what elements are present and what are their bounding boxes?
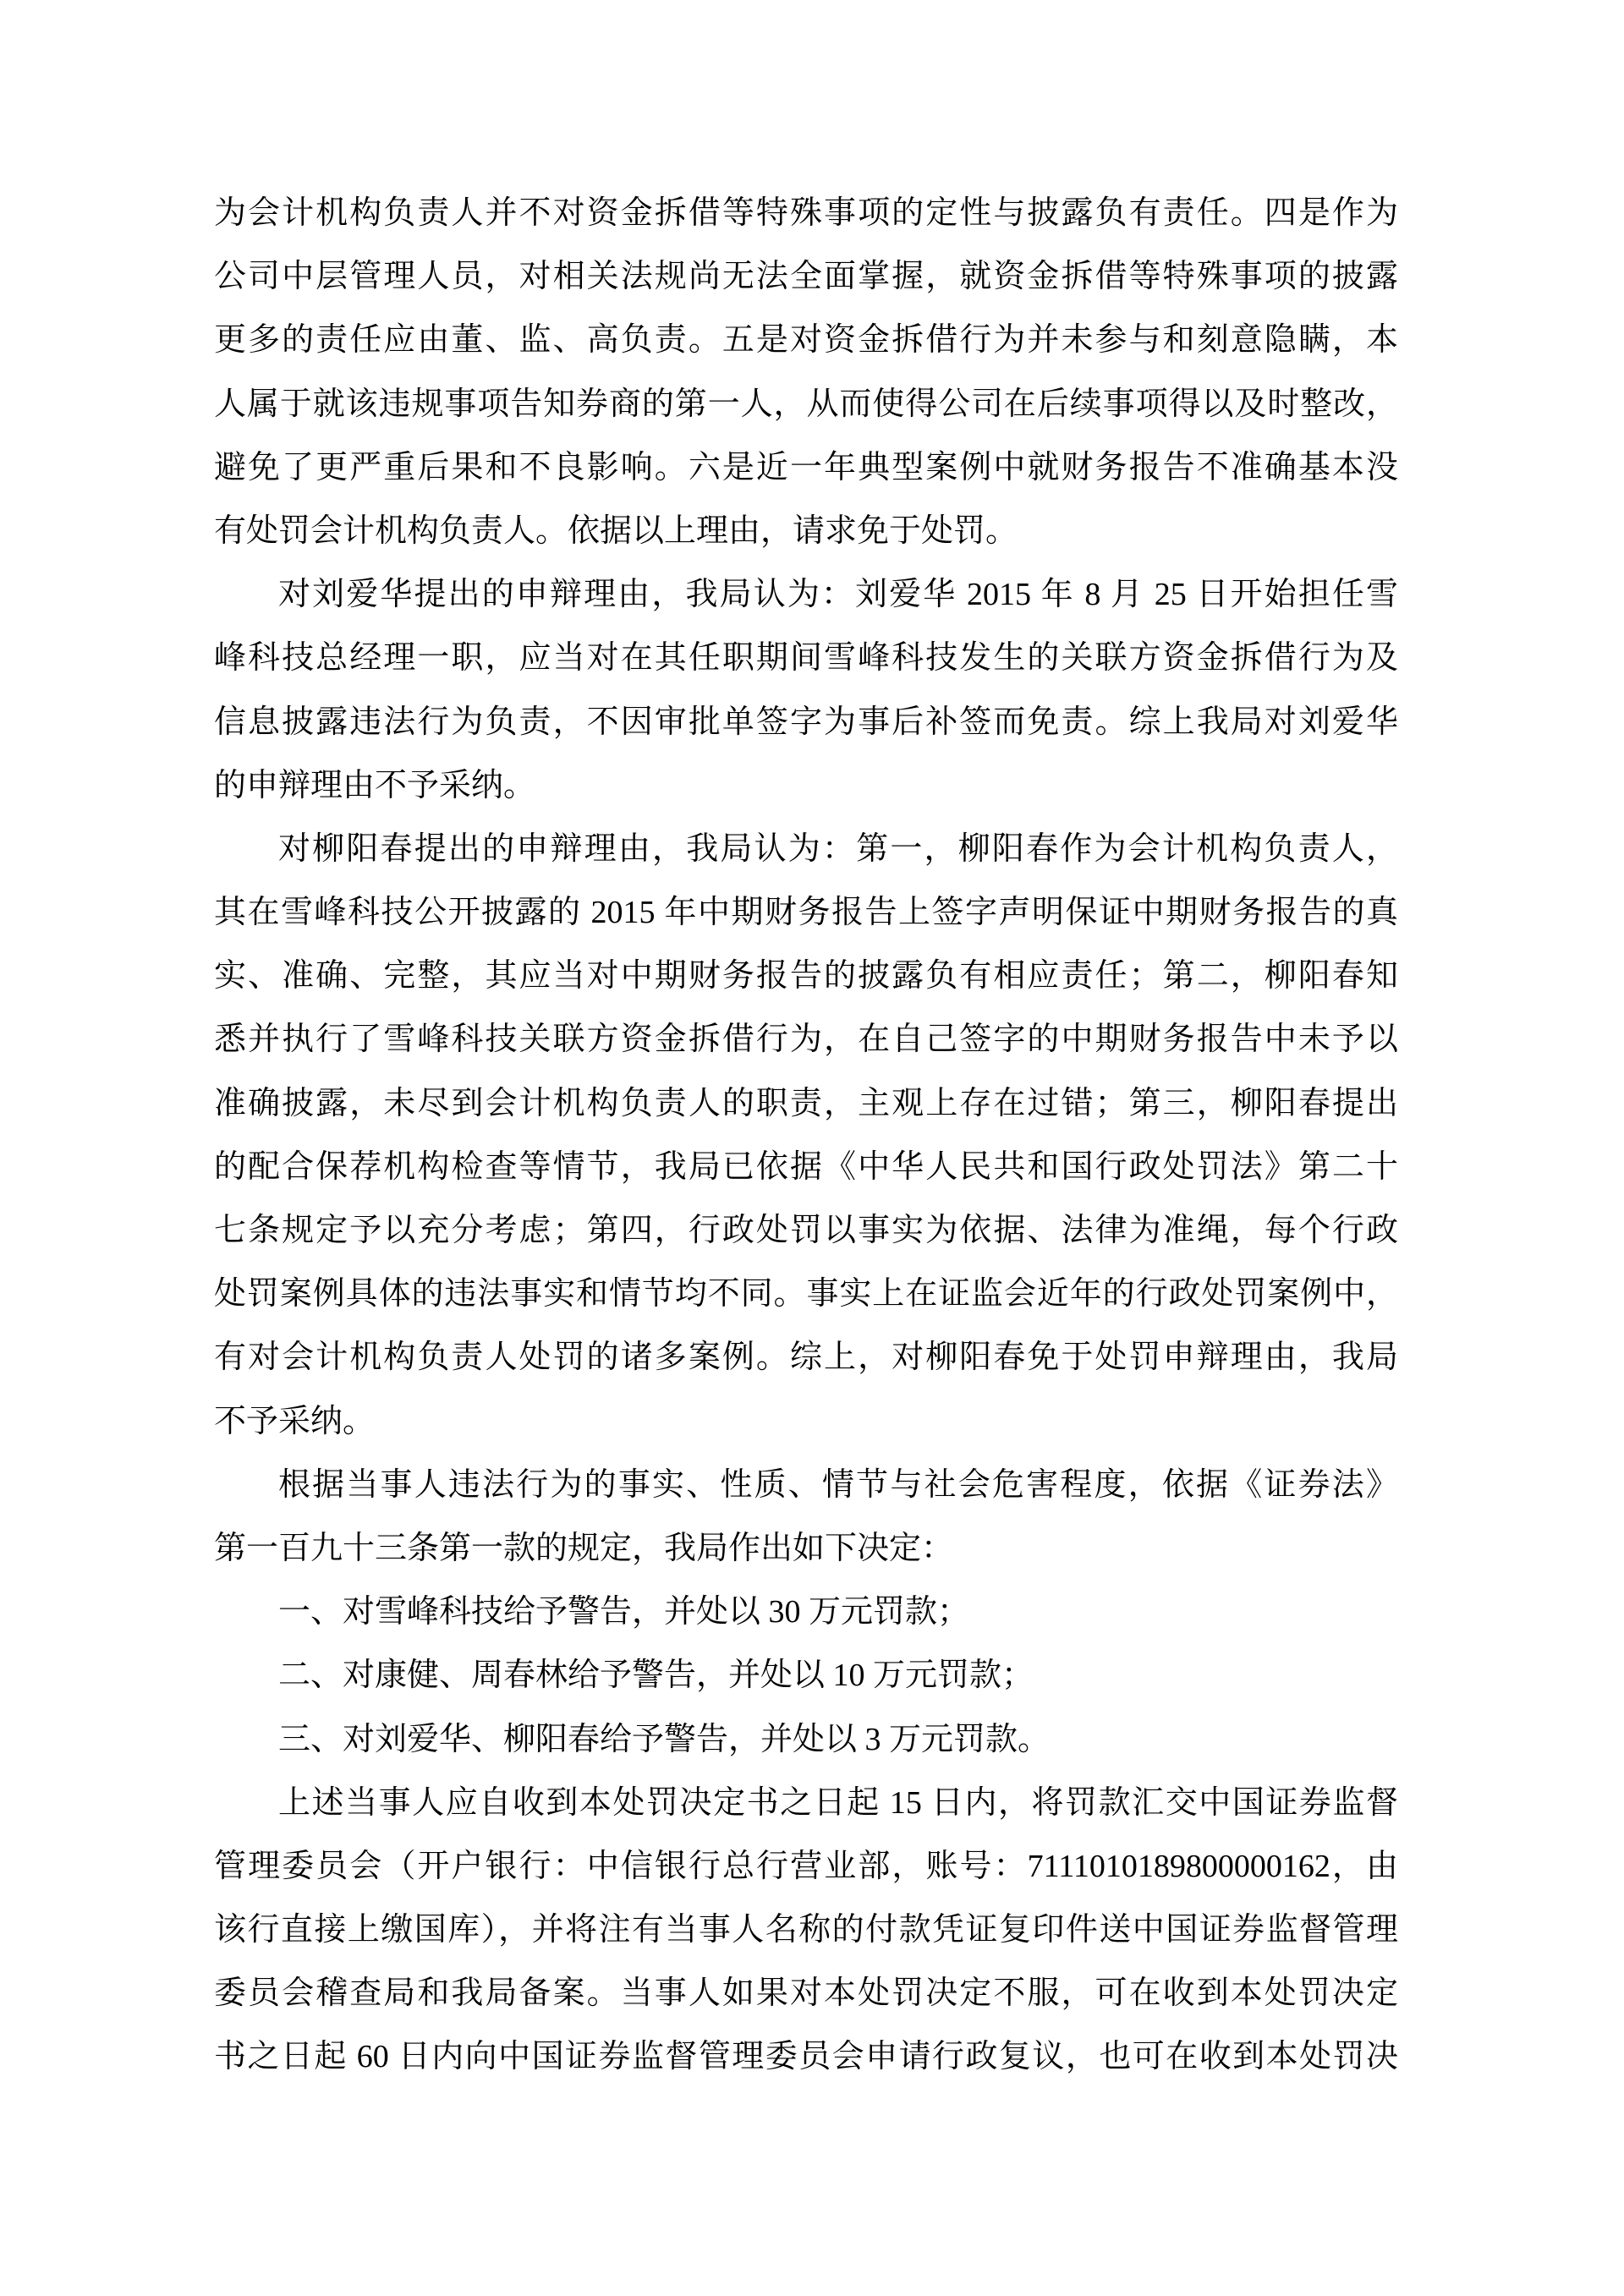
doc-line-24: 二、对康健、周春林给予警告，并处以 10 万元罚款；	[278, 1658, 1034, 1694]
doc-line-13: 实、准确、完整，其应当对中期财务报告的披露负有相应责任；第二，柳阳春知	[214, 958, 1398, 995]
doc-line-23: 一、对雪峰科技给予警告，并处以 30 万元罚款；	[278, 1594, 970, 1630]
doc-line-20: 不予采纳。	[214, 1403, 376, 1439]
doc-line-12: 其在雪峰科技公开披露的 2015 年中期财务报告上签字声明保证中期财务报告的真	[214, 895, 1398, 931]
doc-line-15: 准确披露，未尽到会计机构负责人的职责，主观上存在过错；第三，柳阳春提出	[214, 1085, 1398, 1121]
doc-line-29: 委员会稽查局和我局备案。当事人如果对本处罚决定不服，可在收到本处罚决定	[214, 1975, 1398, 2012]
doc-line-17: 七条规定予以充分考虑；第四，行政处罚以事实为依据、法律为准绳，每个行政	[214, 1213, 1398, 1248]
doc-line-14: 悉并执行了雪峰科技关联方资金拆借行为，在自己签字的中期财务报告中未予以	[214, 1022, 1398, 1058]
doc-line-28: 该行直接上缴国库），并将注有当事人名称的付款凭证复印件送中国证券监督管理	[214, 1912, 1398, 1948]
doc-line-26: 上述当事人应自收到本处罚决定书之日起 15 日内，将罚款汇交中国证券监督	[278, 1784, 1398, 1821]
doc-line-22: 第一百九十三条第一款的规定，我局作出如下决定：	[214, 1530, 954, 1566]
doc-line-6: 有处罚会计机构负责人。依据以上理由，请求免于处罚。	[214, 512, 1018, 549]
doc-line-8: 峰科技总经理一职，应当对在其任职期间雪峰科技发生的关联方资金拆借行为及	[214, 640, 1398, 677]
doc-line-30: 书之日起 60 日内向中国证券监督管理委员会申请行政复议，也可在收到本处罚决	[214, 2039, 1398, 2075]
doc-line-9: 信息披露违法行为负责，不因审批单签字为事后补签而免责。综上我局对刘爱华	[214, 704, 1398, 740]
doc-line-7: 对刘爱华提出的申辩理由，我局认为：刘爱华 2015 年 8 月 25 日开始担任雪	[278, 577, 1398, 613]
doc-line-16: 的配合保荐机构检查等情节，我局已依据《中华人民共和国行政处罚法》第二十	[214, 1148, 1398, 1185]
doc-line-2: 公司中层管理人员，对相关法规尚无法全面掌握，就资金拆借等特殊事项的披露	[214, 259, 1398, 295]
doc-line-19: 有对会计机构负责人处罚的诸多案例。综上，对柳阳春免于处罚申辩理由，我局	[214, 1340, 1398, 1376]
doc-line-11: 对柳阳春提出的申辩理由，我局认为：第一，柳阳春作为会计机构负责人，	[278, 830, 1398, 867]
doc-line-21: 根据当事人违法行为的事实、性质、情节与社会危害程度，依据《证券法》	[278, 1466, 1398, 1503]
document-body	[214, 182, 1398, 2090]
doc-line-1: 为会计机构负责人并不对资金拆借等特殊事项的定性与披露负有责任。四是作为	[214, 195, 1398, 231]
doc-line-27: 管理委员会（开户银行：中信银行总行营业部，账号：7111010189800000162，由	[214, 1848, 1398, 1884]
doc-line-10: 的申辩理由不予采纳。	[214, 767, 536, 803]
doc-line-5: 避免了更严重后果和不良影响。六是近一年典型案例中就财务报告不准确基本没	[214, 449, 1398, 485]
doc-line-3: 更多的责任应由董、监、高负责。五是对资金拆借行为并未参与和刻意隐瞒，本	[214, 322, 1398, 359]
doc-line-4: 人属于就该违规事项告知券商的第一人，从而使得公司在后续事项得以及时整改，	[214, 386, 1398, 422]
doc-line-18: 处罚案例具体的违法事实和情节均不同。事实上在证监会近年的行政处罚案例中，	[214, 1276, 1398, 1312]
doc-line-25: 三、对刘爱华、柳阳春给予警告，并处以 3 万元罚款。	[278, 1721, 1051, 1757]
